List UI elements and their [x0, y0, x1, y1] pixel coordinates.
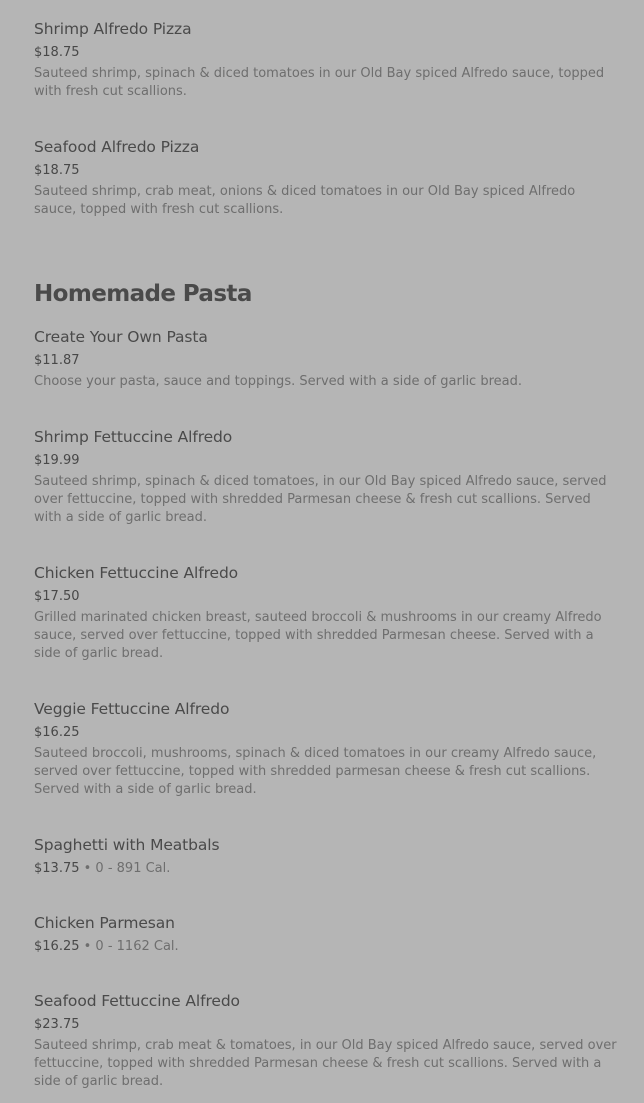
item-price-line: [34, 939, 620, 955]
item-name: Shrimp Alfredo Pizza: [34, 20, 192, 38]
item-price: $16.25: [34, 725, 80, 740]
section-title: Homemade Pasta: [34, 281, 252, 307]
item-name: Seafood Fettuccine Alfredo: [34, 992, 240, 1010]
item-name: Shrimp Fettuccine Alfredo: [34, 428, 233, 446]
item-price: $13.75: [34, 861, 80, 876]
item-price: $18.75: [34, 45, 80, 60]
menu-item-veggie-fettuccine-alfredo[interactable]: [34, 699, 620, 799]
item-name: Create Your Own Pasta: [34, 328, 208, 346]
item-price: $18.75: [34, 163, 80, 178]
item-description: Sauteed shrimp, spinach & diced tomatoes, in our Old Bay spiced Alfredo sauce, served over fettuccine, topped with shredded Parmesan cheese & fresh cut scallions. Served with a side of garlic bread.: [34, 474, 607, 525]
item-description: Sauteed shrimp, crab meat & tomatoes, in our Old Bay spiced Alfredo sauce, served over fettuccine, topped with shredded Parmesan cheese & fresh cut scallions. Served with a side of garlic bread.: [34, 1038, 617, 1089]
item-description: Choose your pasta, sauce and toppings. Served with a side of garlic bread.: [34, 374, 522, 389]
item-price-line: [34, 45, 620, 61]
item-price: $17.50: [34, 589, 80, 604]
menu-item-create-your-own-pasta[interactable]: [34, 327, 620, 391]
item-description: Sauteed shrimp, spinach & diced tomatoes in our Old Bay spiced Alfredo sauce, topped with fresh cut scallions.: [34, 66, 605, 99]
item-price-line: [34, 589, 620, 605]
item-price: $19.99: [34, 453, 80, 468]
menu-item-chicken-fettuccine-alfredo[interactable]: [34, 563, 620, 663]
item-price-line: [34, 725, 620, 741]
menu-item-chicken-parmesan[interactable]: [34, 913, 620, 955]
item-calories: • 0 - 891 Cal.: [79, 861, 171, 876]
item-price: $16.25: [34, 939, 80, 954]
item-calories: • 0 - 1162 Cal.: [79, 939, 179, 954]
item-name: Seafood Alfredo Pizza: [34, 138, 200, 156]
menu-item-seafood-alfredo-pizza[interactable]: [34, 137, 620, 219]
menu-item-shrimp-fettuccine-alfredo[interactable]: [34, 427, 620, 527]
menu-item-seafood-fettuccine-alfredo[interactable]: [34, 991, 620, 1091]
item-price-line: [34, 453, 620, 469]
menu-item-spaghetti-with-meatbals[interactable]: [34, 835, 620, 877]
item-price-line: [34, 353, 620, 369]
item-description: Sauteed broccoli, mushrooms, spinach & diced tomatoes in our creamy Alfredo sauce, served over fettuccine, topped with shredded parmesan cheese & fresh cut scallions. Served with a side of garlic bread.: [34, 746, 597, 797]
item-price: $11.87: [34, 353, 80, 368]
item-price-line: [34, 1017, 620, 1033]
item-description: Sauteed shrimp, crab meat, onions & diced tomatoes in our Old Bay spiced Alfredo sauce, topped with fresh cut scallions.: [34, 184, 576, 217]
item-name: Chicken Fettuccine Alfredo: [34, 564, 239, 582]
item-description: Grilled marinated chicken breast, sauteed broccoli & mushrooms in our creamy Alfredo sauce, served over fettuccine, topped with shredded Parmesan cheese. Served with a side of garlic bread.: [34, 610, 602, 661]
menu-item-shrimp-alfredo-pizza[interactable]: [34, 19, 620, 101]
item-price: $23.75: [34, 1017, 80, 1032]
item-name: Chicken Parmesan: [34, 914, 175, 932]
item-name: Spaghetti with Meatbals: [34, 836, 220, 854]
item-price-line: [34, 163, 620, 179]
item-price-line: [34, 861, 620, 877]
item-name: Veggie Fettuccine Alfredo: [34, 700, 230, 718]
